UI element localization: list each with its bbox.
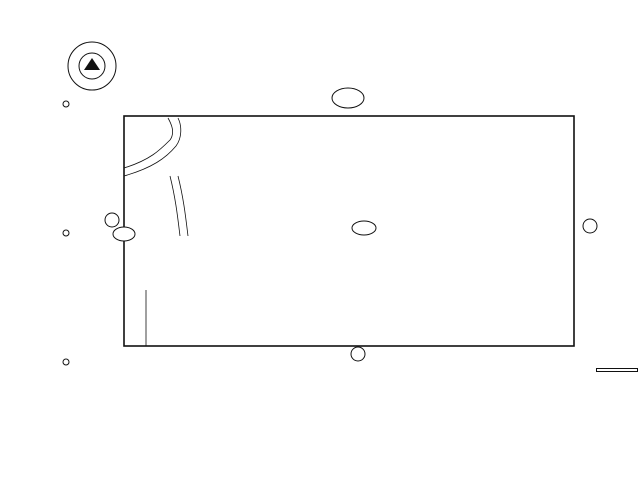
tract-boundary	[124, 116, 574, 346]
binder-holes	[63, 101, 69, 365]
revision-box	[596, 368, 638, 372]
cape-horn-road-edge	[124, 118, 181, 176]
curved-street-edge	[178, 176, 188, 236]
cape-horn-road	[124, 118, 173, 168]
curved-street	[170, 176, 180, 236]
